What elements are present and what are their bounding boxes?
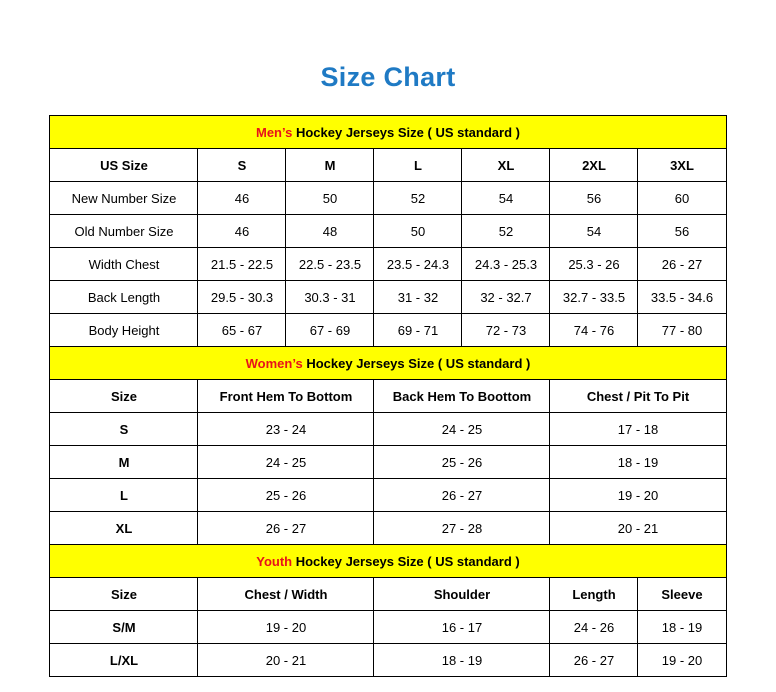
- size-chart-table: [49, 115, 726, 677]
- youth-banner-accent: Youth: [256, 553, 293, 569]
- mens-cell: 69 - 71: [374, 314, 462, 347]
- mens-cell: 22.5 - 23.5: [286, 248, 374, 281]
- womens-row-label: L: [50, 479, 198, 512]
- mens-cell: 56: [550, 182, 638, 215]
- mens-cell: 30.3 - 31: [286, 281, 374, 314]
- mens-cell: 50: [374, 215, 462, 248]
- mens-header-cell: 2XL: [550, 149, 638, 182]
- mens-banner-rest: Hockey Jerseys Size ( US standard ): [292, 124, 520, 140]
- mens-cell: 65 - 67: [198, 314, 286, 347]
- youth-header-cell: Size: [50, 578, 198, 611]
- youth-banner: [50, 545, 726, 578]
- youth-cell: 19 - 20: [638, 644, 726, 677]
- mens-cell: 46: [198, 215, 286, 248]
- womens-banner-rest: Hockey Jerseys Size ( US standard ): [302, 355, 531, 371]
- table-row: [50, 380, 726, 413]
- womens-cell: 20 - 21: [550, 512, 726, 545]
- womens-cell: 17 - 18: [550, 413, 726, 446]
- womens-row-label: M: [50, 446, 198, 479]
- mens-banner: [50, 116, 726, 149]
- youth-cell: 18 - 19: [638, 611, 726, 644]
- mens-row-label: New Number Size: [50, 182, 198, 215]
- youth-cell: 24 - 26: [550, 611, 638, 644]
- table-row: [50, 314, 726, 347]
- mens-cell: 56: [638, 215, 726, 248]
- youth-header-cell: Length: [550, 578, 638, 611]
- mens-cell: 67 - 69: [286, 314, 374, 347]
- womens-cell: 23 - 24: [198, 413, 374, 446]
- mens-header-cell: XL: [462, 149, 550, 182]
- mens-cell: 50: [286, 182, 374, 215]
- mens-cell: 21.5 - 22.5: [198, 248, 286, 281]
- mens-cell: 33.5 - 34.6: [638, 281, 726, 314]
- mens-header-cell: 3XL: [638, 149, 726, 182]
- table-row: [50, 479, 726, 512]
- table-row: [50, 512, 726, 545]
- mens-header-cell: M: [286, 149, 374, 182]
- mens-cell: 29.5 - 30.3: [198, 281, 286, 314]
- mens-header-cell: L: [374, 149, 462, 182]
- womens-cell: 19 - 20: [550, 479, 726, 512]
- mens-row-label: Width Chest: [50, 248, 198, 281]
- womens-row-label: S: [50, 413, 198, 446]
- mens-cell: 74 - 76: [550, 314, 638, 347]
- mens-cell: 32.7 - 33.5: [550, 281, 638, 314]
- youth-row-label: L/XL: [50, 644, 198, 677]
- table-row: [50, 182, 726, 215]
- section-banner-row: [50, 116, 726, 149]
- mens-row-label: Old Number Size: [50, 215, 198, 248]
- womens-cell: 27 - 28: [374, 512, 550, 545]
- womens-banner-accent: Women’s: [245, 355, 303, 371]
- mens-cell: 25.3 - 26: [550, 248, 638, 281]
- youth-row-label: S/M: [50, 611, 198, 644]
- table-row: [50, 446, 726, 479]
- womens-cell: 25 - 26: [198, 479, 374, 512]
- mens-cell: 31 - 32: [374, 281, 462, 314]
- table-row: [50, 413, 726, 446]
- womens-cell: 18 - 19: [550, 446, 726, 479]
- youth-header-cell: Shoulder: [374, 578, 550, 611]
- section-banner-row: [50, 347, 726, 380]
- youth-cell: 20 - 21: [198, 644, 374, 677]
- youth-cell: 18 - 19: [374, 644, 550, 677]
- mens-cell: 72 - 73: [462, 314, 550, 347]
- page-title: Size Chart: [320, 62, 456, 92]
- womens-cell: 24 - 25: [198, 446, 374, 479]
- womens-cell: 25 - 26: [374, 446, 550, 479]
- mens-banner-accent: Men’s: [256, 124, 293, 140]
- table-row: [50, 248, 726, 281]
- youth-cell: 26 - 27: [550, 644, 638, 677]
- mens-cell: 23.5 - 24.3: [374, 248, 462, 281]
- youth-banner-rest: Hockey Jerseys Size ( US standard ): [292, 553, 520, 569]
- mens-cell: 48: [286, 215, 374, 248]
- mens-cell: 46: [198, 182, 286, 215]
- section-banner-row: [50, 545, 726, 578]
- mens-row-label: Back Length: [50, 281, 198, 314]
- womens-header-cell: Chest / Pit To Pit: [550, 380, 726, 413]
- womens-cell: 24 - 25: [374, 413, 550, 446]
- youth-header-cell: Sleeve: [638, 578, 726, 611]
- mens-cell: 52: [462, 215, 550, 248]
- womens-header-cell: Back Hem To Boottom: [374, 380, 550, 413]
- table-row: [50, 281, 726, 314]
- youth-header-cell: Chest / Width: [198, 578, 374, 611]
- table-row: [50, 644, 726, 677]
- mens-header-cell: S: [198, 149, 286, 182]
- womens-row-label: XL: [50, 512, 198, 545]
- table-row: [50, 215, 726, 248]
- mens-cell: 54: [550, 215, 638, 248]
- mens-cell: 54: [462, 182, 550, 215]
- mens-row-label: Body Height: [50, 314, 198, 347]
- mens-cell: 77 - 80: [638, 314, 726, 347]
- youth-cell: 19 - 20: [198, 611, 374, 644]
- youth-cell: 16 - 17: [374, 611, 550, 644]
- table-row: [50, 578, 726, 611]
- mens-cell: 32 - 32.7: [462, 281, 550, 314]
- mens-cell: 52: [374, 182, 462, 215]
- womens-cell: 26 - 27: [198, 512, 374, 545]
- mens-cell: 24.3 - 25.3: [462, 248, 550, 281]
- womens-banner: [50, 347, 726, 380]
- mens-header-cell: US Size: [50, 149, 198, 182]
- womens-header-cell: Size: [50, 380, 198, 413]
- mens-cell: 60: [638, 182, 726, 215]
- table-row: [50, 149, 726, 182]
- table-row: [50, 611, 726, 644]
- womens-cell: 26 - 27: [374, 479, 550, 512]
- mens-cell: 26 - 27: [638, 248, 726, 281]
- womens-header-cell: Front Hem To Bottom: [198, 380, 374, 413]
